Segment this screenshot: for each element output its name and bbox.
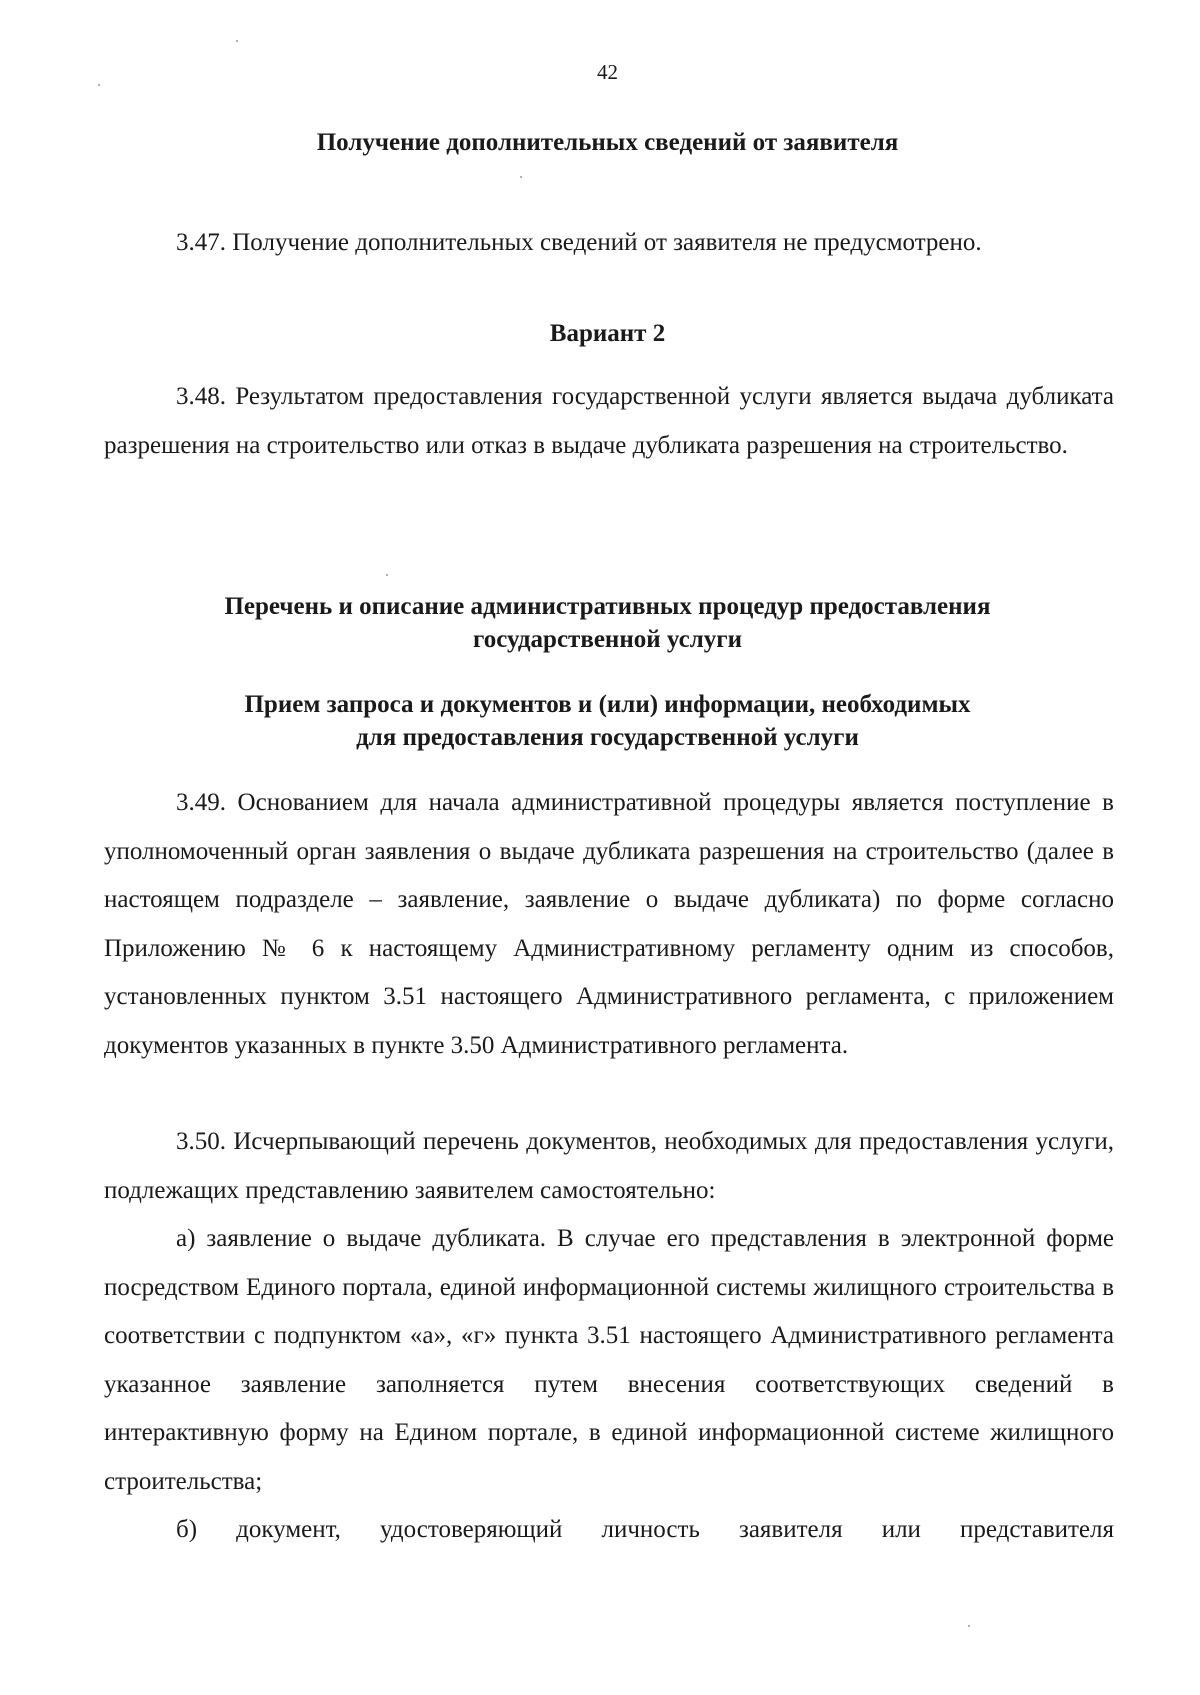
heading-procedures-line-1: Перечень и описание административных процедур предоставления xyxy=(224,593,991,620)
heading-procedures-line-2: государственной услуги xyxy=(472,626,743,653)
scan-speck xyxy=(520,176,522,178)
scan-speck xyxy=(968,1625,970,1627)
paragraph-3-47: 3.47. Получение дополнительных сведений от заявителя не предусмотрено. xyxy=(176,229,982,256)
heading-reception-line-1: Прием запроса и документов и (или) информации, необходимых xyxy=(244,691,971,718)
scan-speck xyxy=(98,84,100,86)
heading-variant-2: Вариант 2 xyxy=(549,320,666,347)
section-heading-additional-info: Получение дополнительных сведений от заявителя xyxy=(316,129,899,156)
paragraph-3-48: 3.48. Результатом предоставления государственной услуги является выдача дубликата разрешения на строительство или отказ в выдаче дубликата разрешения на строительство. xyxy=(104,383,1114,459)
list-item-b: б) документ, удостоверяющий личность заявителя или представителя xyxy=(176,1516,1114,1543)
page-number: 42 xyxy=(597,60,618,84)
paragraph-3-49: 3.49. Основанием для начала административной процедуры является поступление в уполномоченный орган заявления о выдаче дубликата разрешения на строительство (далее в настоящем подразделе – заявление, заявление о выдаче дубликата) по форме согласно Приложению № 6 к настоящему Административному регламенту одним из способов, установленных пунктом 3.51 настоящего Административного регламента, с приложением документов указанных в пункте 3.50 Административного регламента. xyxy=(104,789,1114,1059)
heading-reception-line-2: для предоставления государственной услуги xyxy=(356,724,859,751)
scan-speck xyxy=(386,574,388,576)
list-item-a: а) заявление о выдаче дубликата. В случае его представления в электронной форме посредством Единого портала, единой информационной системы жилищного строительства в соответствии с подпунктом «а», «г» пункта 3.51 настоящего Административного регламента указанное заявление заполняется путем внесения соответствующих сведений в интерактивную форму на Едином портале, в единой информационной системе жилищного строительства; xyxy=(104,1225,1114,1495)
paragraph-3-50: 3.50. Исчерпывающий перечень документов, необходимых для предоставления услуги, подлежащих представлению заявителем самостоятельно: xyxy=(104,1128,1114,1204)
scan-speck xyxy=(236,40,238,42)
